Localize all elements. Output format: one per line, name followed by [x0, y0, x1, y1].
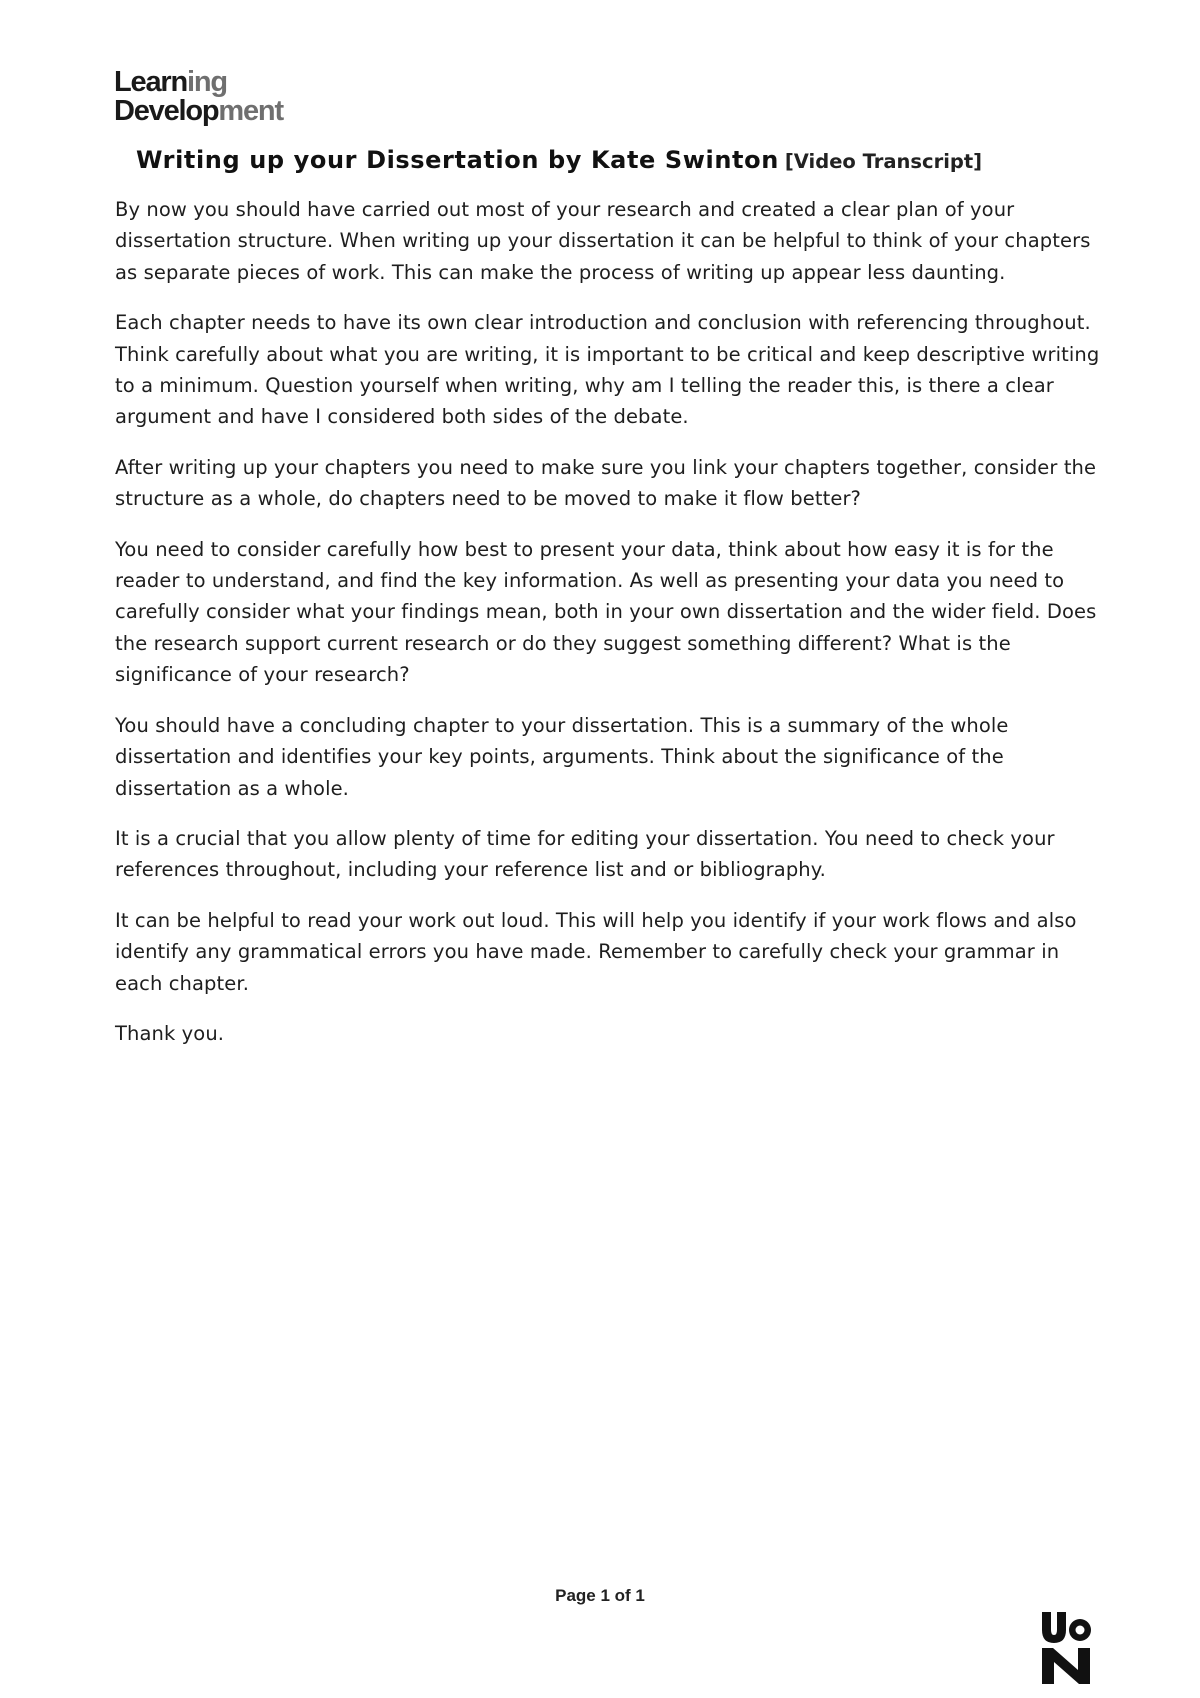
- title-subtitle: [Video Transcript]: [784, 150, 983, 173]
- logo-text-ing: ing: [186, 66, 227, 98]
- uon-logo: [1040, 1610, 1092, 1685]
- logo-text-learn: Learn: [114, 66, 187, 98]
- page-number: Page 1 of 1: [555, 1586, 645, 1605]
- paragraph-7: It can be helpful to read your work out loud. This will help you identify if your work flows and also identify any grammatical errors you have made. Remember to carefully check your grammar in each chapter.: [115, 908, 1077, 995]
- paragraph-4: You need to consider carefully how best to present your data, think about how easy it is for the reader to understand, and find the key information. As well as presenting your data you need to carefully consider what your findings mean, both in your own dissertation and the wider field. Does the research support current research or do they suggest something different? What is the significance of your research?: [115, 537, 1097, 687]
- paragraph-2: Each chapter needs to have its own clear introduction and conclusion with referencing throughout. Think carefully about what you are writing, it is important to be critical and keep descriptive writing to a minimum. Question yourself when writing, why am I telling the reader this, is there a clear argument and have I considered both sides of the debate.: [115, 311, 1100, 429]
- title-main: Writing up your Dissertation by Kate Swinton: [136, 146, 779, 174]
- transcript-body: [115, 194, 1100, 1068]
- logo-text-develop: Develop: [114, 95, 219, 127]
- paragraph-1: By now you should have carried out most of your research and created a clear plan of your dissertation structure. When writing up your dissertation it can be helpful to think of your chapters as separate pieces of work. This can make the process of writing up appear less daunting.: [115, 198, 1091, 284]
- document-title: [136, 140, 1096, 179]
- paragraph-8: Thank you.: [115, 1021, 225, 1045]
- paragraph-3: After writing up your chapters you need to make sure you link your chapters together, consider the structure as a whole, do chapters need to be moved to make it flow better?: [115, 455, 1097, 511]
- logo-text-ment: ment: [218, 95, 283, 127]
- uon-logo-icon: [1040, 1610, 1092, 1685]
- paragraph-5: You should have a concluding chapter to your dissertation. This is a summary of the whole dissertation and identifies your key points, arguments. Think about the significance of the dissertation as a whole.: [115, 713, 1009, 800]
- learning-development-logo: [114, 68, 324, 130]
- paragraph-6: It is a crucial that you allow plenty of time for editing your dissertation. You need to check your references throughout, including your reference list and or bibliography.: [115, 826, 1055, 882]
